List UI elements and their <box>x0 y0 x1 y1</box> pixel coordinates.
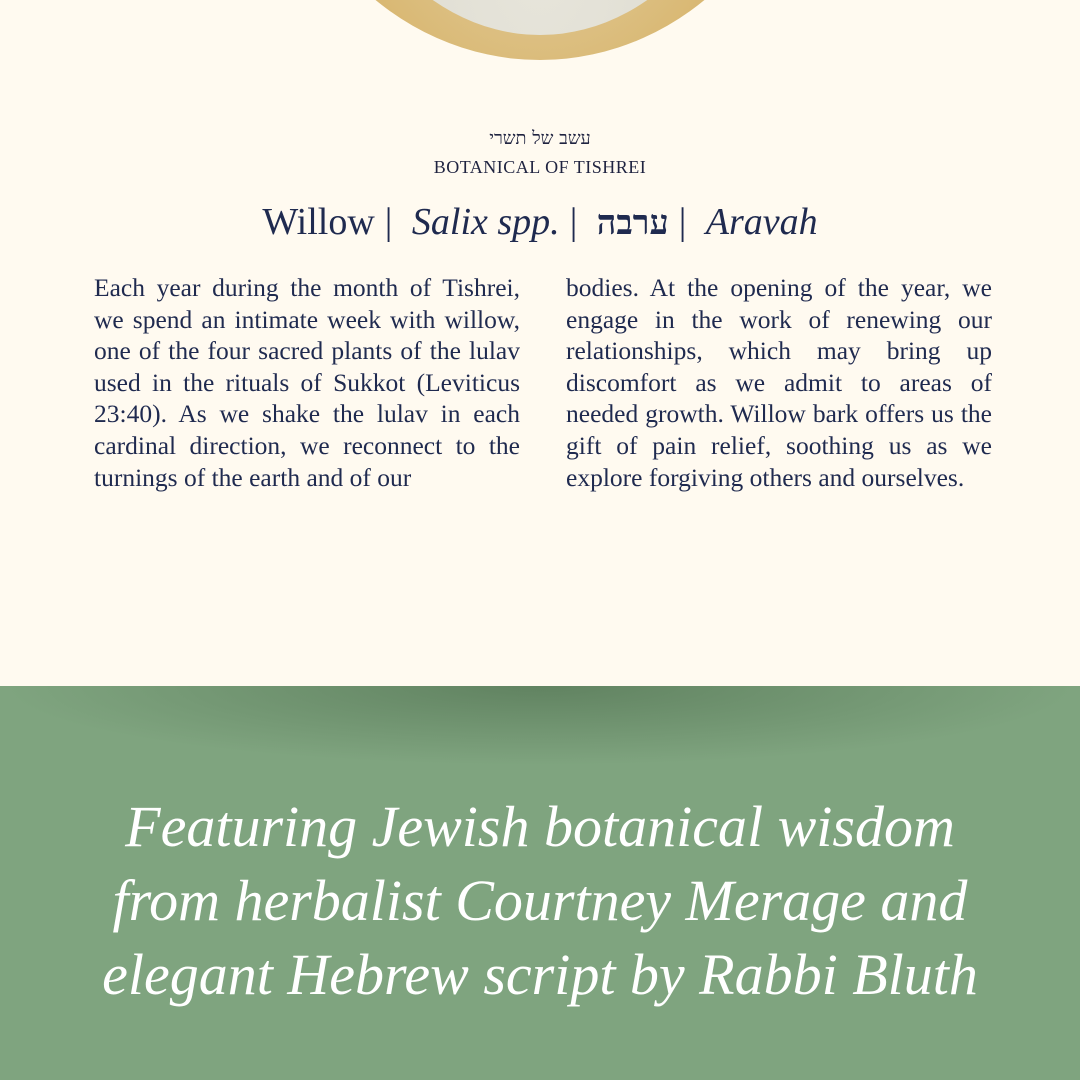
hebrew-heading: עשב של תשרי <box>489 128 591 149</box>
body-text-right: bodies. At the opening of the year, we engage in the work of renewing our relationships, which may bring up discomfort as we admit to areas of needed growth. Willow bark offers us the gift of pain relief, soothing us as we explore forgiving others and ourselves. <box>566 273 992 492</box>
common-name: Willow <box>262 201 375 243</box>
hebrew-name: ערבה <box>596 203 669 243</box>
promo-caption <box>0 790 1080 1012</box>
body-text-left: Each year during the month of Tishrei, we spend an intimate week with willow, one of the four sacred plants of the lulav used in the rituals of Sukkot (Leviticus 23:40). As we shake the lulav in each cardinal direction, we reconnect to the turnings of the earth and of our <box>94 273 520 492</box>
caption-line: Featuring Jewish botanical wisdom <box>125 794 955 859</box>
caption-line: from herbalist Courtney Merage and <box>112 868 968 933</box>
arc-inner-image <box>312 0 768 35</box>
page-shadow <box>0 686 1080 766</box>
latin-name: Salix spp. <box>411 201 560 243</box>
title-separator: | <box>678 201 687 243</box>
title-separator: | <box>569 201 578 243</box>
title-separator: | <box>384 201 393 243</box>
transliteration: Aravah <box>705 201 818 243</box>
page-subtitle: BOTANICAL OF TISHREI <box>433 157 647 177</box>
plant-title <box>0 200 1080 244</box>
caption-line: elegant Hebrew script by Rabbi Bluth <box>102 942 978 1007</box>
